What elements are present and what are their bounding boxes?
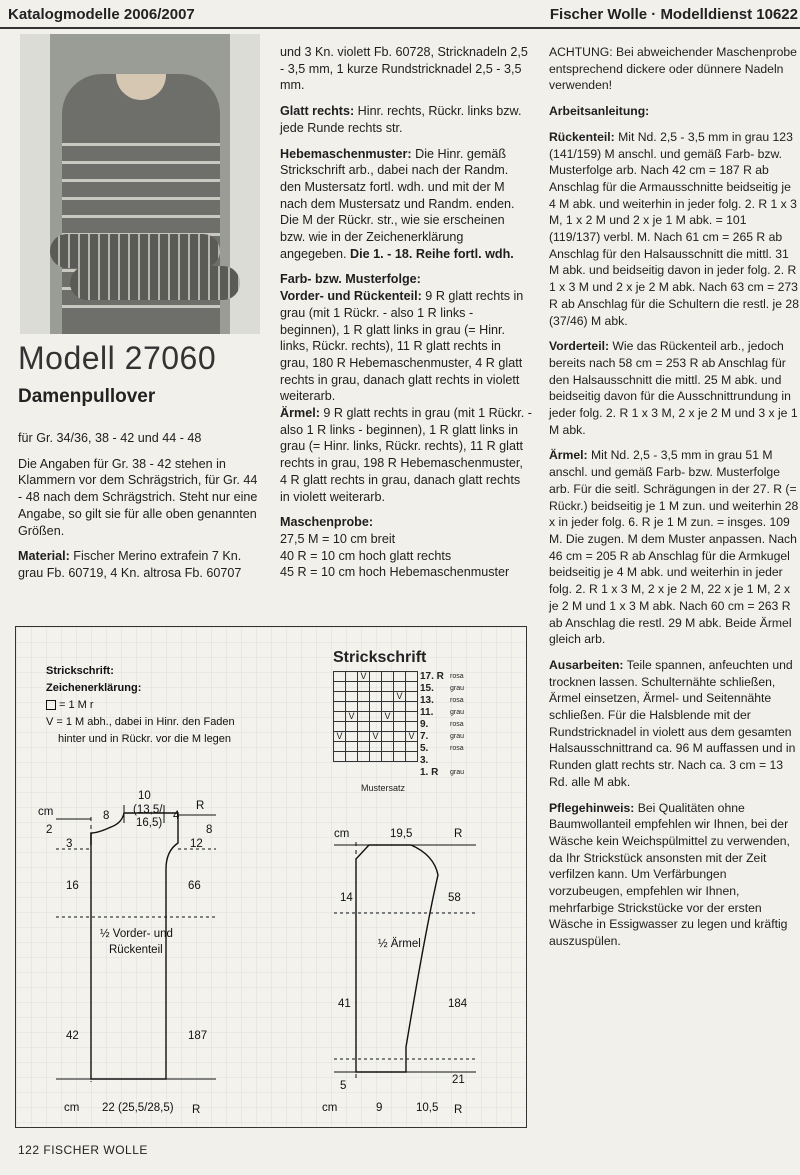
model-photo [20,34,260,334]
catalog-title: Katalogmodelle 2006/2007 [8,6,195,23]
sleeve-n5: 5 [340,1080,347,1092]
front-top-width-sub: (13,5/ [133,804,163,816]
chart-row-labels: 17. R rosa 15. grau 13. rosa 11. grau 9. rosa 7. grau 5. rosa 3. 1. R grau [420,671,465,778]
front-r-bottom: R [192,1104,201,1116]
aermel-para: Ärmel: Mit Nd. 2,5 - 3,5 mm in grau 51 M anschl. und gemäß Farb- bzw. Musterfolge arb. Für die seitl. Schrägungen in der 27. R (= Rückr.) beidseitig je 1 M zun. und weiterhin 28 x in jeder folg. 6. R je 1 M zun. = insges. 109 M. Die zugen. M dem Muster anpassen. Nach 46 cm = 205 R ab Anschlag für die Armkugel beidseitig je 4 M abk. und weiterhin in jeder folg. 2. R 1 x 3 M, 2 x je 2 M, 22 x je 1 M, 2 x je 2 M und 1 x 3 M abk. Nach 60 cm = 263 R ab Anschlag die restl. 29 M abk. Beide Ärmel gleich arb. [549,448,799,647]
front-n3: 3 [66,838,73,850]
column-3 [549,44,799,959]
sleeve-b2: 10,5 [416,1102,439,1114]
sleeve-n21: 21 [452,1074,465,1086]
front-bottom-width: 22 (25,5/28,5) [102,1102,174,1114]
sleeve-n58: 58 [448,892,461,904]
sleeve-label: ½ Ärmel [378,938,421,950]
front-shoulder-left: 8 [103,810,110,822]
chart-grid: V V V V V V V [333,671,418,762]
pattern-diagram [15,626,527,1128]
front-label2: Rückenteil [109,944,163,956]
arm-para: Ärmel: 9 R glatt rechts in grau (mit 1 Rückr. - also 1 R links - beginnen), 1 R glatt links in grau (= Hinr. links, Rückr. rechts), 11 R glatt rechts in grau, 198 R Hebemaschenmuster, 4 R glatt rechts in grau, danach glatt rechts in violett weiterarb. [280,406,532,504]
material-label: Material: [18,549,70,564]
front-top-width-sub2: 16,5) [136,817,163,829]
sizes-text: für Gr. 34/36, 38 - 42 und 44 - 48 [18,431,202,445]
rueckenteil-para: Rückenteil: Mit Nd. 2,5 - 3,5 mm in grau 123 (141/159) M anschl. und gemäß Farb- bzw. Musterfolge arb. Nach 42 cm = 187 R ab Anschlag für die Armausschnitte beidseitig je 4 M abk. und weiterhin in jeder folg. 2. R 1 x 3 M, 1 x 2 M und 2 x je 1 M abk. = 101 (119/137) verbl. M. Nach 61 cm = 265 R ab Anschlag für den Halsausschnitt die mittl. 31 M abk. und beidseitig davon in jeder folg. 2. R 1 x 3 M und 2 x je 2 M abk. Nach 63 cm = 273 R ab Anschlag für die Schultern die restl. je 28 (37/46) M abk. [549,129,799,328]
sleeve-n14: 14 [340,892,353,904]
front-n2: 2 [46,824,53,836]
glatt-para: Glatt rechts: Hinr. rechts, Rückr. links bzw. jede Runde rechts str. [280,104,522,135]
front-shoulder-right: 4 [173,810,180,822]
sizes-note: Die Angaben für Gr. 38 - 42 stehen in Klammern vor dem Schrägstrich, für Gr. 44 - 48 nach dem Schrägstrich. Steht nur eine Angabe, so gilt sie für alle oben genannten Größen. [18,456,258,538]
ausarbeiten-para: Ausarbeiten: Teile spannen, anfeuchten und trocknen lassen. Schulternähte schließen, Ärmel einsetzen, Ärmel- und Seitennähte schließen. Für die Halsblende mit der Rundstricknadel in violett aus dem gesamten Halsausschnittrand ca. 96 M auffassen und in Runden glatt rechts str. Nach ca. 3 cm = 13 Rd. alle M abk. [549,657,796,789]
brand-title: Fischer Wolle · Modelldienst 10622 [549,6,798,23]
model-subtitle: Damenpullover [18,386,156,407]
front-n66: 66 [188,880,201,892]
front-cm-bottom: cm [64,1102,80,1114]
material-para [18,548,263,581]
front-top-width: 10 [138,790,151,802]
vr-para: Vorder- und Rückenteil: 9 R glatt rechts in grau (mit 1 Rückr. - also 1 R links - beginnen), 1 R glatt links in grau (= Hinr. links, Rückr. rechts), 11 R glatt rechts in grau, 180 R Hebemaschenmuster, 4 R glatt rechts in grau, danach glatt rechts in violett weiterarb. [280,289,524,404]
chart-repeat-label: Mustersatz [361,783,406,793]
front-n16: 16 [66,880,79,892]
legend-title-2: Zeichenerklärung: [46,682,142,694]
legend-item-1: = 1 M r [46,697,235,714]
sleeve-n184: 184 [448,998,468,1010]
probe-para: Maschenprobe: 27,5 M = 10 cm breit 40 R = 10 cm hoch glatt rechts 45 R = 10 cm hoch Hebemaschenmuster [280,515,510,580]
knitting-chart [333,671,464,793]
legend-title-1: Strickschrift: [46,665,114,677]
legend [46,663,235,748]
farb-para: Farb- bzw. Musterfolge: [280,272,421,287]
front-cm-top: cm [38,806,54,818]
front-n12: 12 [190,838,203,850]
sleeve-r-bottom: R [454,1104,463,1116]
page-footer [18,1143,148,1157]
hebe-para: Hebemaschenmuster: Die Hinr. gemäß Strickschrift arb., dabei nach der Randm. den Mustersatz fortl. wdh. und mit der M nach dem Mustersatz und Randm. enden. Die M der Rückr. str., wie sie erscheinen bzw. wie in der Zeichenerklärung angegeben. Die 1. - 18. Reihe fortl. wdh. [280,146,515,261]
legend-item-2b: hinter und in Rückr. vor die M legen [58,733,232,745]
material-continued: und 3 Kn. violett Fb. 60728, Stricknadeln 2,5 - 3,5 mm, 1 kurze Rundstricknadel 2,5 - 3,5 mm. [280,45,528,93]
sleeve-cm-bottom: cm [322,1102,338,1114]
achtung-text: ACHTUNG: Bei abweichender Maschenprobe entsprechend dickere oder dünnere Nadeln verwenden! [549,45,797,93]
header-rule [0,27,800,29]
front-n8r: 8 [206,824,213,836]
sleeve-n41: 41 [338,998,351,1010]
footer-brand: FISCHER WOLLE [43,1143,148,1157]
front-n187: 187 [188,1030,208,1042]
sleeve-cm-top: cm [334,828,350,840]
pflege-para: Pflegehinweis: Bei Qualitäten ohne Baumwollanteil empfehlen wir Ihnen, bei der Wäsche kein Weichspülmittel zu verwenden, da Ihr Strickstück ansonsten mit der Zeit verfilzen kann. Um Verfärbungen vorzubeugen, empfehlen wir Ihnen, mehrfarbige Strickstücke vor der ersten Wäsche in Essigwasser zu legen und kräftig auszuspülen. [549,800,790,949]
column-2 [280,44,532,590]
page-header [0,4,800,28]
sleeve-top-width: 19,5 [390,828,413,840]
legend-item-2: V = 1 M abh., dabei in Hinr. den Faden [46,716,235,728]
page-number: 122 [18,1143,40,1157]
chart-title: Strickschrift [333,649,427,666]
material-text: Fischer Merino extrafein 7 Kn. grau Fb. 60719, 4 Kn. altrosa Fb. 60707 [18,549,242,580]
sleeve-r-top: R [454,828,463,840]
vorderteil-para: Vorderteil: Wie das Rückenteil arb., jedoch bereits nach 58 cm = 253 R ab Anschlag für den Halsausschnitt die mittl. 25 M abk. und beidseitig davon für die Ausschnittrundung in jeder folg. 2. R 1 x 3 M, 2 x je 2 M und 3 x je 1 M abk. [549,339,798,437]
sleeve-b1: 9 [376,1102,383,1114]
front-r-top: R [196,800,205,812]
front-label1: ½ Vorder- und [100,928,173,940]
anleitung-head: Arbeitsanleitung: [549,104,650,119]
column-1 [18,430,263,591]
front-n42: 42 [66,1030,79,1042]
model-title: Modell 27060 [18,340,217,376]
